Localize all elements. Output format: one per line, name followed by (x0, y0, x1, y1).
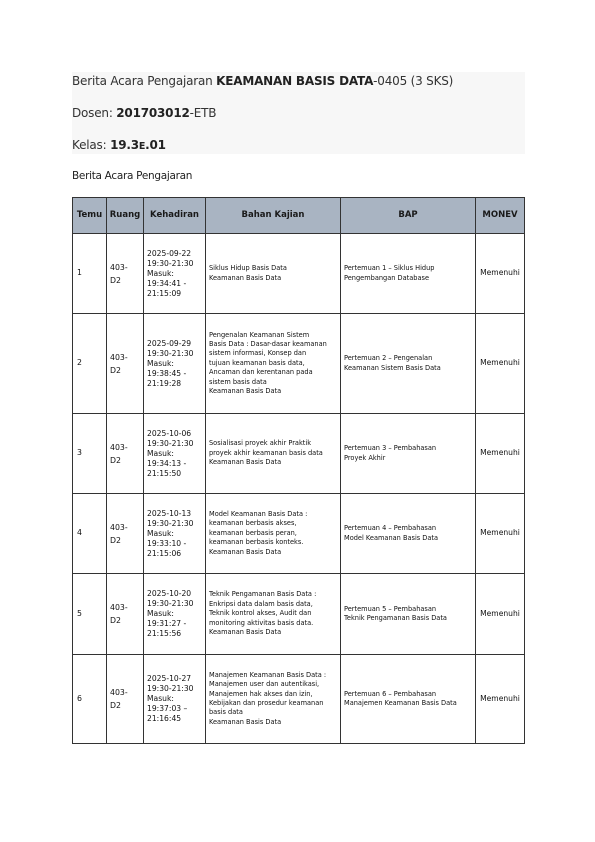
cell-monev: Memenuhi (476, 314, 525, 414)
cell-bap: Pertemuan 1 – Siklus Hidup Pengembangan Database (341, 234, 476, 314)
table-row (73, 655, 525, 744)
table-row (73, 494, 525, 574)
kelas-code (110, 138, 166, 152)
cell-kehadiran: 2025-10-27 19:30-21:30 Masuk: 19:37:03 – 21:16:45 (144, 655, 206, 744)
course-name: KEAMANAN BASIS DATA (216, 74, 374, 88)
section-title: Berita Acara Pengajaran (72, 170, 193, 182)
dosen-id: 201703012 (116, 106, 190, 120)
table-row (73, 574, 525, 655)
cell-bahan-kajian: Sosialisasi proyek akhir Praktik proyek akhir keamanan basis data Keamanan Basis Data (206, 414, 341, 494)
column-header-bahan-kajian: Bahan Kajian (206, 198, 341, 234)
cell-bap: Pertemuan 3 – Pembahasan Proyek Akhir (341, 414, 476, 494)
kelas-code-part: E (138, 141, 146, 152)
dosen-label: Dosen: (72, 106, 117, 120)
cell-bahan-kajian: Teknik Pengamanan Basis Data : Enkripsi data dalam basis data, Teknik kontrol akses, Audit dan monitoring aktivitas basis data. Keamanan Basis Data (206, 574, 341, 655)
cell-bahan-kajian: Pengenalan Keamanan Sistem Basis Data : Dasar-dasar keamanan sistem informasi, Konsep dan tujuan keamanan basis data, Ancaman dan kerentanan pada sistem basis data Keamanan Basis Data (206, 314, 341, 414)
cell-temu: 4 (73, 494, 107, 574)
cell-ruang: 403- D2 (107, 655, 144, 744)
cell-bahan-kajian: Siklus Hidup Basis Data Keamanan Basis Data (206, 234, 341, 314)
course-title (72, 74, 453, 88)
table-row (73, 314, 525, 414)
class-line (72, 138, 166, 152)
cell-monev: Memenuhi (476, 655, 525, 744)
table-row (73, 414, 525, 494)
cell-temu: 3 (73, 414, 107, 494)
column-header-monev: MONEV (476, 198, 525, 234)
column-header-bap: BAP (341, 198, 476, 234)
cell-kehadiran: 2025-10-13 19:30-21:30 Masuk: 19:33:10 - 21:15:06 (144, 494, 206, 574)
table-row (73, 234, 525, 314)
cell-bap: Pertemuan 6 – Pembahasan Manajemen Keamanan Basis Data (341, 655, 476, 744)
cell-bap: Pertemuan 2 – Pengenalan Keamanan Sistem Basis Data (341, 314, 476, 414)
cell-bahan-kajian: Manajemen Keamanan Basis Data : Manajemen user dan autentikasi, Manajemen hak akses dan izin, Kebijakan dan prosedur keamanan basis data Keamanan Basis Data (206, 655, 341, 744)
column-header-kehadiran: Kehadiran (144, 198, 206, 234)
cell-kehadiran: 2025-10-06 19:30-21:30 Masuk: 19:34:13 - 21:15:50 (144, 414, 206, 494)
cell-ruang: 403- D2 (107, 414, 144, 494)
cell-temu: 1 (73, 234, 107, 314)
cell-monev: Memenuhi (476, 574, 525, 655)
kelas-label: Kelas: (72, 138, 111, 152)
cell-ruang: 403- D2 (107, 314, 144, 414)
title-prefix: Berita Acara Pengajaran (72, 74, 217, 88)
cell-monev: Memenuhi (476, 234, 525, 314)
lecturer-line (72, 106, 216, 120)
kelas-code-part: .01 (145, 138, 166, 152)
cell-bahan-kajian: Model Keamanan Basis Data : keamanan berbasis akses, keamanan berbasis peran, keamanan berbasis konteks. Keamanan Basis Data (206, 494, 341, 574)
cell-temu: 5 (73, 574, 107, 655)
cell-bap: Pertemuan 5 – Pembahasan Teknik Pengamanan Basis Data (341, 574, 476, 655)
cell-monev: Memenuhi (476, 414, 525, 494)
cell-kehadiran: 2025-09-22 19:30-21:30 Masuk: 19:34:41 - 21:15:09 (144, 234, 206, 314)
cell-bap: Pertemuan 4 – Pembahasan Model Keamanan Basis Data (341, 494, 476, 574)
teaching-record-table (72, 197, 525, 744)
kelas-code-part: 19.3 (110, 138, 139, 152)
course-code: -0405 (3 SKS) (373, 74, 454, 88)
cell-ruang: 403- D2 (107, 234, 144, 314)
cell-kehadiran: 2025-09-29 19:30-21:30 Masuk: 19:38:45 - 21:19:28 (144, 314, 206, 414)
cell-temu: 2 (73, 314, 107, 414)
dosen-suffix: -ETB (189, 106, 217, 120)
cell-monev: Memenuhi (476, 494, 525, 574)
cell-temu: 6 (73, 655, 107, 744)
cell-ruang: 403- D2 (107, 574, 144, 655)
cell-ruang: 403- D2 (107, 494, 144, 574)
table-header-row (73, 198, 525, 234)
cell-kehadiran: 2025-10-20 19:30-21:30 Masuk: 19:31:27 - 21:15:56 (144, 574, 206, 655)
column-header-temu: Temu (73, 198, 107, 234)
column-header-ruang: Ruang (107, 198, 144, 234)
